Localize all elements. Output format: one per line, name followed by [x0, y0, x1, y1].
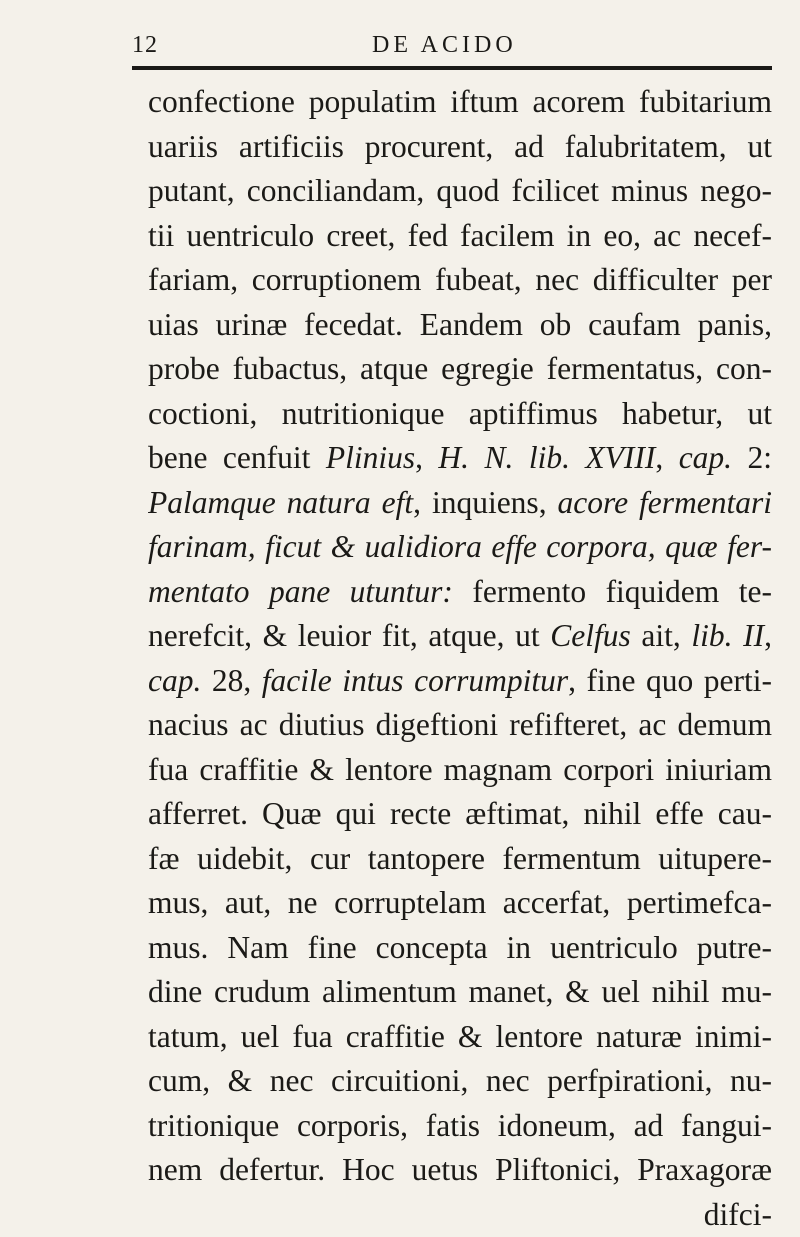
text-line [148, 303, 772, 348]
text-line [148, 570, 772, 615]
italic-text: farinam, ficut & ualidiora effe corpora, quæ fer- [148, 529, 772, 564]
text-line [148, 792, 772, 837]
text-segment: , fine quo perti- [568, 663, 772, 698]
page-header [132, 30, 772, 70]
text-segment: mus, aut, ne corruptelam accerfat, pertimefca- [148, 885, 772, 920]
text-segment: nerefcit, & leuior fit, atque, ut [148, 618, 550, 653]
text-segment: tii uentriculo creet, fed facilem in eo, ac necef- [148, 218, 772, 253]
page-number: 12 [132, 32, 158, 59]
text-line [148, 659, 772, 704]
text-segment: 2: [732, 440, 772, 475]
text-segment: mus. Nam fine concepta in uentriculo putre- [148, 930, 772, 965]
text-segment: , [764, 618, 772, 653]
text-segment: tritionique corporis, fatis idoneum, ad fangui- [148, 1108, 772, 1143]
text-line [148, 80, 772, 125]
text-segment: 28, [201, 663, 261, 698]
text-line [148, 881, 772, 926]
text-line [148, 837, 772, 882]
text-segment: , inquiens, [413, 485, 557, 520]
text-line [148, 169, 772, 214]
text-segment: , [655, 440, 678, 475]
text-segment: tatum, uel fua craffitie & lentore naturæ inimi- [148, 1019, 772, 1054]
text-line [148, 258, 772, 303]
body-text [148, 80, 772, 1237]
text-line [148, 436, 772, 481]
text-line [148, 392, 772, 437]
text-segment: dine crudum alimentum manet, & uel nihil mu- [148, 974, 772, 1009]
text-segment: confectione populatim iftum acorem fubitarium [148, 84, 772, 119]
text-segment: fermento fiquidem te- [453, 574, 772, 609]
text-line [148, 481, 772, 526]
catchword: difci- [148, 1193, 772, 1237]
italic-text: cap. [148, 663, 201, 698]
italic-text: Plinius [326, 440, 415, 475]
text-line [148, 970, 772, 1015]
text-line [148, 614, 772, 659]
text-segment: nacius ac diutius digeftioni refifteret, ac demum [148, 707, 772, 742]
text-segment: probe fubactus, atque egregie fermentatus, con- [148, 351, 772, 386]
text-segment: fariam, corruptionem fubeat, nec difficulter per [148, 262, 772, 297]
italic-text: mentato pane utuntur: [148, 574, 453, 609]
italic-text: H. N. lib. XVIII [438, 440, 655, 475]
text-line [148, 125, 772, 170]
header-rule [132, 66, 772, 70]
text-segment: fæ uidebit, cur tantopere fermentum uitupere- [148, 841, 772, 876]
italic-text: Palamque natura eft [148, 485, 413, 520]
text-segment: afferret. Quæ qui recte æftimat, nihil effe cau- [148, 796, 772, 831]
text-line [148, 1104, 772, 1149]
text-segment: putant, conciliandam, quod fcilicet minus nego- [148, 173, 772, 208]
text-segment: fua craffitie & lentore magnam corpori iniuriam [148, 752, 772, 787]
text-line [148, 1148, 772, 1193]
text-segment: nem defertur. Hoc uetus Pliftonici, Praxagoræ [148, 1152, 772, 1187]
text-line [148, 703, 772, 748]
italic-text: cap. [679, 440, 732, 475]
text-line [148, 1015, 772, 1060]
text-segment: coctioni, nutritionique aptiffimus habetur, ut [148, 396, 772, 431]
text-segment: ait, [631, 618, 692, 653]
text-segment: uias urinæ fecedat. Eandem ob caufam panis, [148, 307, 772, 342]
running-head: DE ACIDO [372, 32, 517, 59]
text-segment: uariis artificiis procurent, ad falubritatem, ut [148, 129, 772, 164]
text-line [148, 347, 772, 392]
italic-text: acore fermentari [558, 485, 772, 520]
text-line [148, 926, 772, 971]
italic-text: Celfus [550, 618, 631, 653]
italic-text: facile intus corrumpitur [262, 663, 568, 698]
text-line [148, 525, 772, 570]
text-line [148, 748, 772, 793]
italic-text: lib. II [691, 618, 764, 653]
text-segment: , [415, 440, 438, 475]
text-segment: cum, & nec circuitioni, nec perfpirationi, nu- [148, 1063, 772, 1098]
text-segment: bene cenfuit [148, 440, 326, 475]
text-line [148, 1059, 772, 1104]
text-line [148, 214, 772, 259]
